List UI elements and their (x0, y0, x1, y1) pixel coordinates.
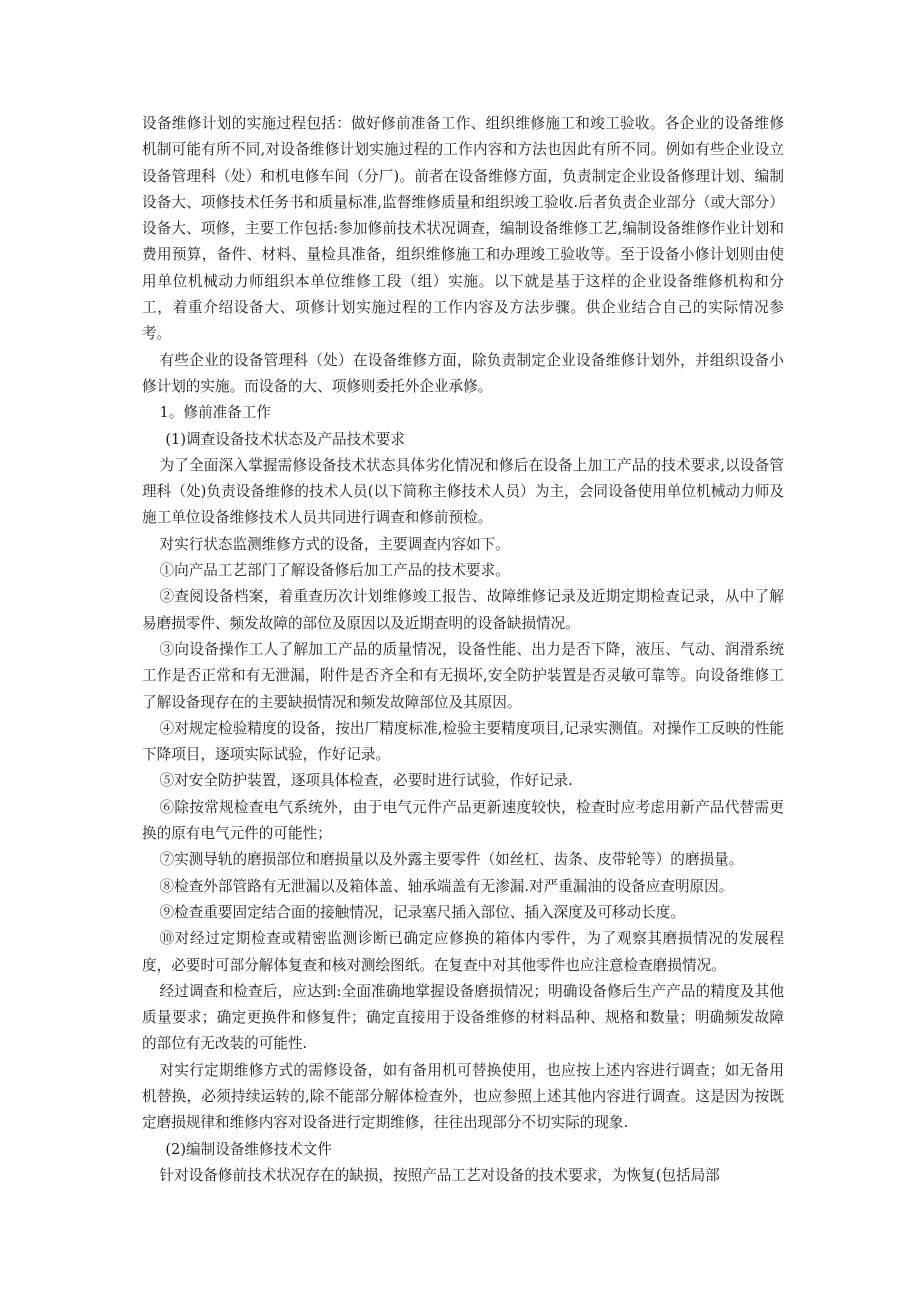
list-item: ⑤对安全防护装置，逐项具体检查，必要时进行试验，作好记录. (159, 772, 573, 790)
paragraph: 对实行定期维修方式的需修设备，如有备用机可替换使用，也应按上述内容进行调查；如无备用机替换，必须持续运转的,除不能部分解体检查外，也应参照上述其他内容进行调查。这是因为按既定磨损规律和维修内容对设备进行定期维修，往往出现部分不切实际的现象. (142, 1061, 784, 1132)
list-item: ⑥除按常规检查电气系统外，由于电气元件产品更新速度较快，检查时应考虑用新产品代替需更换的原有电气元件的可能性； (142, 798, 784, 843)
subsection-heading: (1)调查设备技术状态及产品技术要求 (165, 430, 405, 448)
list-item: ⑩对经过定期检查或精密监测诊断已确定应修换的箱体内零件，为了观察其磨损情况的发展程度，必要时可部分解体复查和核对测绘图纸。在复查中对其他零件也应注意检查磨损情况。 (142, 930, 784, 974)
list-item: ⑦实测导轨的磨损部位和磨损量以及外露主要零件（如丝杠、齿条、皮带轮等）的磨损量。 (159, 851, 744, 869)
document-body (142, 111, 784, 1189)
intro-paragraph: 设备维修计划的实施过程包括：做好修前准备工作、组织维修施工和竣工验收。各企业的设备维修机制可能有所不同,对设备维修计划实施过程的工作内容和方法也因此有所不同。例如有些企业设立设备管理科（处）和机电修车间（分厂)。前者在设备维修方面，负责制定企业设备修理计划、编制设备大、项修技术任务书和质量标准,监督维修质量和组织竣工验收.后者负责企业部分（或大部分）设备大、项修，主要工作包括:参加修前技术状况调查，编制设备维修工艺,编制设备维修作业计划和费用预算，备件、材料、量检具准备，组织维修施工和办理竣工验收等。至于设备小修计划则由使用单位机械动力师组织本单位维修工段（组）实施。以下就是基于这样的企业设备维修机构和分工，着重介绍设备大、项修计划实施过程的工作内容及方法步骤。供企业结合自己的实际情况参考。 (142, 115, 784, 343)
list-item: ④对规定检验精度的设备，按出厂精度标准,检验主要精度项目,记录实测值。对操作工反映的性能下降项目，逐项实际试验，作好记录。 (142, 719, 784, 764)
paragraph: 针对设备修前技术状况存在的缺损，按照产品工艺对设备的技术要求，为恢复(包括局部 (159, 1166, 720, 1184)
list-item: ①向产品工艺部门了解设备修后加工产品的技术要求。 (159, 562, 510, 580)
subsection-heading: (2)编制设备维修技术文件 (165, 1140, 332, 1158)
list-item: ⑧检查外部管路有无泄漏以及箱体盖、轴承端盖有无渗漏.对严重漏油的设备应查明原因。 (159, 877, 734, 895)
list-item: ②查阅设备档案，着重查历次计划维修竣工报告、故障维修记录及近期定期检查记录，从中了解易磨损零件、频发故障的部位及原因以及近期查明的设备缺损情况。 (142, 588, 784, 632)
paragraph: 对实行状态监测维修方式的设备，主要调查内容如下。 (159, 535, 510, 553)
paragraph: 为了全面深入掌握需修设备技术状态具体劣化情况和修后在设备上加工产品的技术要求,以设备管理科（处)负责设备维修的技术人员(以下简称主修技术人员）为主，会同设备使用单位机械动力师及施工单位设备维修技术人员共同进行调查和修前预检。 (142, 456, 784, 527)
paragraph: 有些企业的设备管理科（处）在设备维修方面，除负责制定企业设备维修计划外，并组织设备小修计划的实施。而设备的大、项修则委托外企业承修。 (142, 351, 784, 395)
list-item: ③向设备操作工人了解加工产品的质量情况，设备性能、出力是否下降，液压、气动、润滑系统工作是否正常和有无泄漏，附件是否齐全和有无损坏,安全防护装置是否灵敏可靠等。向设备维修工了解设备现存在的主要缺损情况和频发故障部位及其原因。 (142, 640, 784, 711)
section-heading: 1。修前准备工作 (159, 404, 271, 422)
list-item: ⑨检查重要固定结合面的接触情况，记录塞尺插入部位、插入深度及可移动长度。 (159, 903, 685, 921)
paragraph: 经过调查和检查后，应达到:全面准确地掌握设备磨损情况；明确设备修后生产产品的精度及其他质量要求；确定更换件和修复件；确定直接用于设备维修的材料品种、规格和数量；明确频发故障的部位有无改装的可能性. (142, 982, 784, 1053)
